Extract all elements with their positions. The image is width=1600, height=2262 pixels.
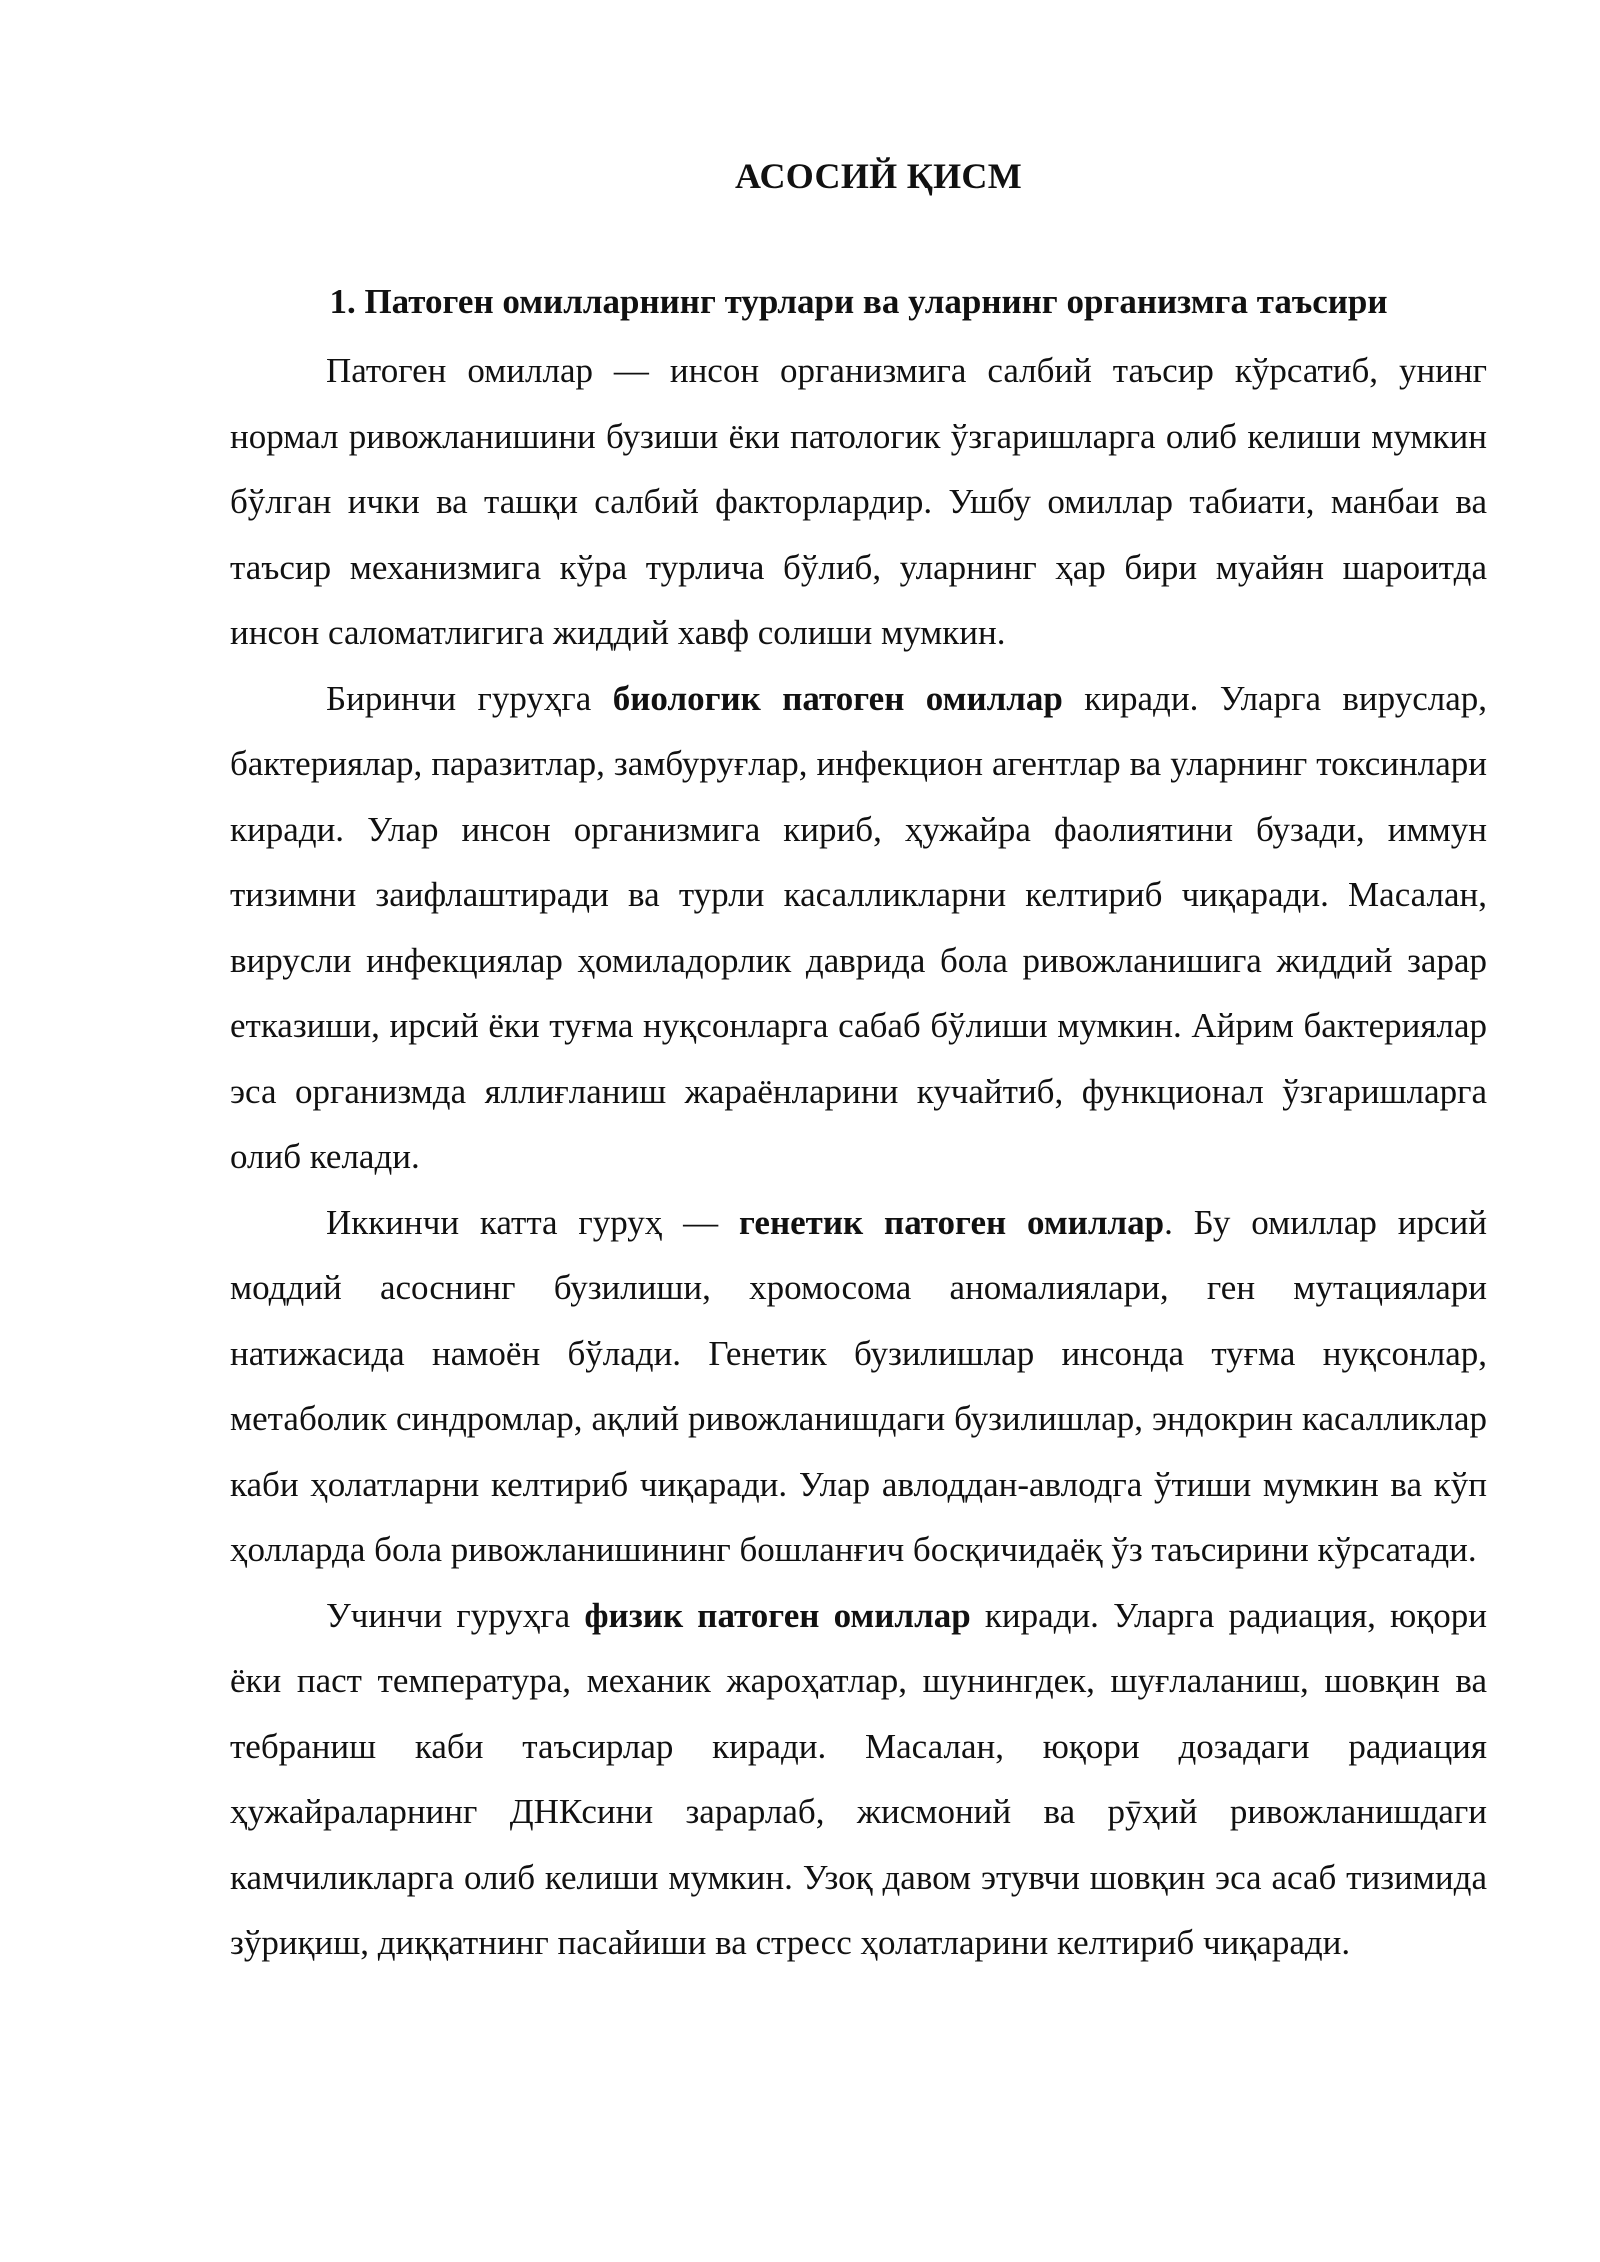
paragraph-text-before: Учинчи гуруҳга	[326, 1595, 585, 1635]
paragraph-intro	[230, 338, 1487, 666]
paragraph-biological	[230, 666, 1487, 1190]
section-heading: 1. Патоген омилларнинг турлари ва уларнинг организмга таъсири	[329, 282, 1388, 321]
document-page	[230, 150, 1487, 1976]
paragraph-text-before: Иккинчи катта гуруҳ —	[326, 1202, 739, 1242]
paragraph-text-after: киради. Уларга радиация, юқори ёки паст температура, механик жароҳатлар, шунингдек, шуғлаланиш, шовқин ва тебраниш каби таъсирлар киради. Масалан, юқори дозадаги радиация ҳужайраларнинг ДНКсини зарарлаб, жисмоний ва рӯҳий ривожланишдаги камчиликларга олиб келиши мумкин. Узоқ давом этувчи шовқин эса асаб тизимида зўриқиш, диққатнинг пасайиши ва стресс ҳолатларини келтириб чиқаради.	[230, 1595, 1487, 1962]
bold-term: биологик патоген омиллар	[612, 678, 1063, 718]
bold-term: физик патоген омиллар	[584, 1595, 971, 1635]
page-title: АСОСИЙ ҚИСМ	[734, 156, 1023, 196]
paragraph-text-after: . Бу омиллар ирсий моддий асоснинг бузилиши, хромосома аномалиялари, ген мутациялари натижасида намоён бўлади. Генетик бузилишлар инсонда туғма нуқсонлар, метаболик синдромлар, ақлий ривожланишдаги бузилишлар, эндокрин касалликлар каби ҳолатларни келтириб чиқаради. Улар авлоддан-авлодга ўтиши мумкин ва кўп ҳолларда бола ривожланишининг бошланғич босқичидаёқ ўз таъсирини кўрсатади.	[230, 1202, 1487, 1569]
paragraph-text-before: Биринчи гуруҳга	[326, 678, 613, 718]
paragraph-physical	[230, 1583, 1487, 1976]
paragraph-text: Патоген омиллар — инсон организмига салбий таъсир кўрсатиб, унинг нормал ривожланишини бузиши ёки патологик ўзгаришларга олиб келиши мумкин бўлган ички ва ташқи салбий факторлардир. Ушбу омиллар табиати, манбаи ва таъсир механизмига кўра турлича бўлиб, уларнинг ҳар бири муайян шароитда инсон саломатлигига жиддий хавф солиши мумкин.	[230, 351, 1487, 652]
paragraph-text-after: киради. Уларга вируслар, бактериялар, паразитлар, замбуруғлар, инфекцион агентлар ва уларнинг токсинлари киради. Улар инсон организмига кириб, ҳужайра фаолиятини бузади, иммун тизимни заифлаштиради ва турли касалликларни келтириб чиқаради. Масалан, вирусли инфекциялар ҳомиладорлик даврида бола ривожланишига жиддий зарар етказиши, ирсий ёки туғма нуқсонларга сабаб бўлиши мумкин. Айрим бактериялар эса организмда яллиғланиш жараёнларини кучайтиб, функционал ўзгаришларга олиб келади.	[230, 678, 1487, 1176]
paragraph-genetic	[230, 1190, 1487, 1583]
bold-term: генетик патоген омиллар	[739, 1202, 1165, 1242]
